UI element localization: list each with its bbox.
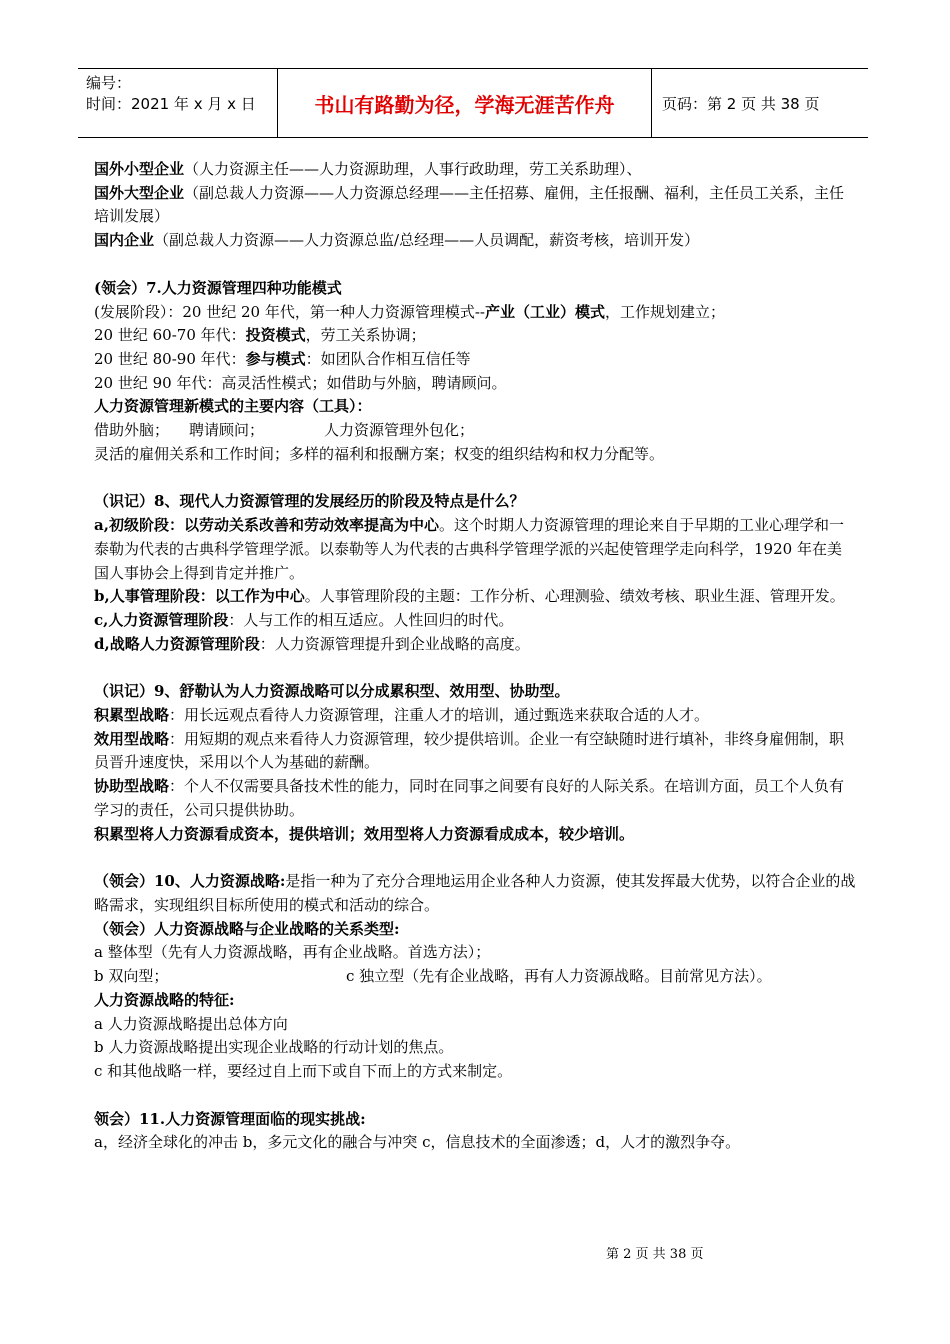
paragraph: c,人力资源管理阶段：人与工作的相互适应。人性回归的时代。 [94,610,514,629]
paragraph: a,初级阶段：以劳动关系改善和劳动效率提高为中心。这个时期人力资源管理的理论来自于早期的工业心理学和一泰勒为代表的古典科学管理学派。以泰勒等人为代表的古典科学管理学派的兴起使管理学走向科学，1920 年在美国人事协会上得到肯定并推广。 [94,516,844,582]
paragraph: 国外小型企业（人力资源主任——人力资源助理，人事行政助理，劳工关系助理）、 [94,160,642,178]
paragraph: (发展阶段）：20 世纪 20 年代，第一种人力资源管理模式--产业（工业）模式，工作规划建立； [94,302,726,321]
paragraph: 20 世纪 60-70 年代：投资模式，劳工关系协调； [94,326,426,345]
paragraph: 积累型将人力资源看成资本，提供培训；效用型将人力资源看成成本，较少培训。 [94,824,635,843]
motto: 书山有路勤为径，学海无涯苦作舟 [278,69,652,137]
paragraph: 积累型战略：用长远观点看待人力资源管理，注重人才的培训，通过甄选来获取合适的人才。 [94,706,710,725]
header-meta [78,69,278,137]
paragraph: c 和其他战略一样，要经过自上而下或自下而上的方式来制定。 [94,1061,513,1080]
paragraph: 灵活的雇佣关系和工作时间；多样的福利和报酬方案；权变的组织结构和权力分配等。 [94,444,665,463]
section-title: (领会）7.人力资源管理四种功能模式 [94,278,342,297]
paragraph: 20 世纪 80-90 年代：参与模式：如团队合作相互信任等 [94,349,471,368]
page-footer: 第 2 页 共 38 页 [606,1247,704,1262]
paragraph: a 人力资源战略提出总体方向 [94,1014,288,1033]
paragraph: 效用型战略：用短期的观点来看待人力资源管理，较少提供培训。企业一有空缺随时进行填补，非终身雇佣制，职员晋升速度快，采用以个人为基础的薪酬。 [94,729,845,772]
section-title: 领会）11.人力资源管理面临的现实挑战: [94,1109,366,1128]
section-title: （识记）8、现代人力资源管理的发展经历的阶段及特点是什么？ [94,492,525,511]
subheading: 人力资源管理新模式的主要内容（工具）： [94,397,372,416]
paragraph: d,战略人力资源管理阶段：人力资源管理提升到企业战略的高度。 [94,634,530,653]
paragraph: a，经济全球化的冲击 b，多元文化的融合与冲突 c，信息技术的全面渗透；d，人才的激烈争夺。 [94,1133,741,1152]
paragraph: 20 世纪 90 年代：高灵活性模式；如借助与外脑，聘请顾问。 [94,373,507,392]
paragraph: 国内企业（副总裁人力资源——人力资源总监/总经理——人员调配，薪资考核，培训开发） [94,231,700,250]
paragraph: b 人力资源战略提出实现企业战略的行动计划的焦点。 [94,1038,454,1057]
subheading: 人力资源战略的特征: [94,990,235,1009]
section-title: （识记）9、舒勒认为人力资源战略可以分成累积型、效用型、协助型。 [94,682,570,701]
paragraph: （领会）10、人力资源战略:是指一种为了充分合理地运用企业各种人力资源，使其发挥最大优势，以符合企业的战略需求，实现组织目标所使用的模式和活动的综合。 [94,872,856,914]
time-label: 时间：2021 年 x 月 x 日 [86,95,256,113]
page-header [78,68,868,138]
paragraph: 借助外脑； 聘请顾问； 人力资源管理外包化； [94,421,475,440]
subheading: （领会）人力资源战略与企业战略的关系类型: [94,919,400,938]
paragraph: 协助型战略：个人不仅需要具备技术性的能力，同时在同事之间要有良好的人际关系。在培训方面，员工个人负有学习的责任，公司只提供协助。 [94,777,845,819]
paragraph: b,人事管理阶段：以工作为中心。人事管理阶段的主题：工作分析、心理测验、绩效考核、职业生涯、管理开发。 [94,587,845,606]
paragraph: 国外大型企业（副总裁人力资源——人力资源总经理——主任招募、雇佣，主任报酬、福利，主任员工关系，主任培训发展） [94,183,845,226]
page-info: 页码：第 2 页 共 38 页 [662,94,820,113]
number-label: 编号： [86,74,132,92]
paragraph: b 双向型； c 独立型（先有企业战略，再有人力资源战略。目前常见方法）。 [94,967,772,986]
paragraph: a 整体型（先有人力资源战略，再有企业战略。首选方法）； [94,943,491,962]
document-body [94,158,856,1155]
